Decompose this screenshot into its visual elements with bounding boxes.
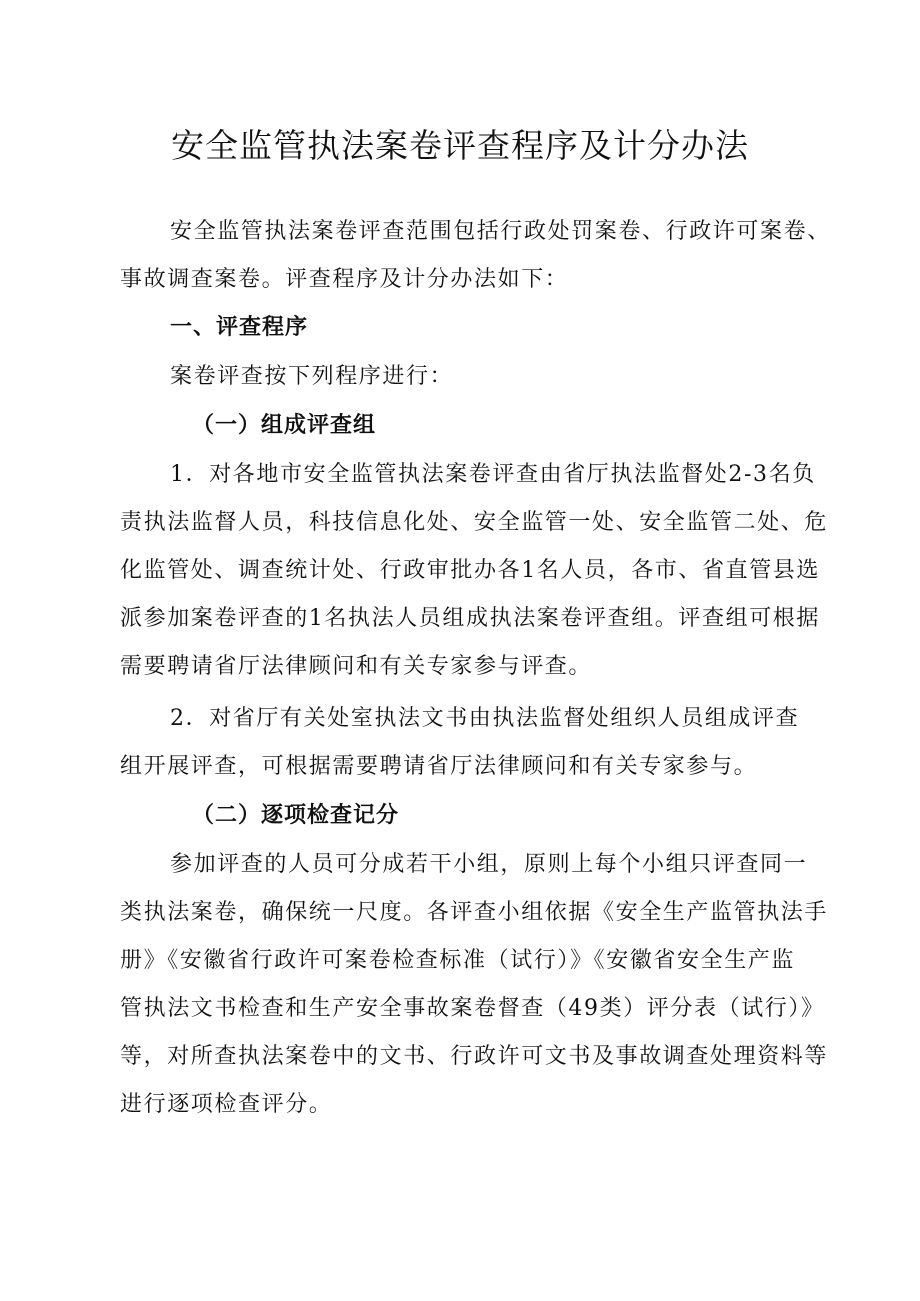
document-title: 安全监管执法案卷评查程序及计分办法: [171, 126, 749, 165]
item2-line-1: 2．对省厅有关处室执法文书由执法监督处组织人员组成评查: [170, 706, 800, 731]
subsection-heading-1: （一）组成评查组: [192, 413, 377, 438]
intro-line-1: 安全监管执法案卷评查范围包括行政处罚案卷、行政许可案卷、: [170, 219, 831, 244]
item2-line-2: 组开展评查，可根据需要聘请省厅法律顾问和有关专家参与。: [120, 754, 758, 779]
intro-line-2: 事故调查案卷。评查程序及计分办法如下：: [120, 267, 569, 292]
item1-line-4: 派参加案卷评查的1名执法人员组成执法案卷评查组。评查组可根据: [120, 606, 820, 631]
item1-line-3: 化监管处、调查统计处、行政审批办各1名人员，各市、省直管县选: [120, 558, 820, 583]
item1-line-2: 责执法监督人员，科技信息化处、安全监管一处、安全监管二处、危: [120, 510, 829, 535]
item1-line-1: 1．对各地市安全监管执法案卷评查由省厅执法监督处2-3名负: [170, 462, 816, 487]
item1-line-5: 需要聘请省厅法律顾问和有关专家参与评查。: [120, 654, 593, 679]
para3-line-1: 参加评查的人员可分成若干小组，原则上每个小组只评查同一: [170, 852, 808, 877]
para3-line-5: 等，对所查执法案卷中的文书、行政许可文书及事故调查处理资料等: [120, 1044, 829, 1069]
subsection-heading-2: （二）逐项检查记分: [192, 803, 400, 828]
section-lead: 案卷评查按下列程序进行：: [170, 364, 454, 389]
para3-line-6: 进行逐项检查评分。: [120, 1092, 333, 1117]
section-heading: 一、评查程序: [170, 315, 309, 340]
para3-line-2: 类执法案卷，确保统一尺度。各评查小组依据《安全生产监管执法手: [120, 900, 829, 925]
para3-line-4: 管执法文书检查和生产安全事故案卷督查（49类）评分表（试行）》: [120, 996, 825, 1021]
para3-line-3: 册》《安徽省行政许可案卷检查标准（试行）》《安徽省安全生产监: [120, 948, 796, 973]
